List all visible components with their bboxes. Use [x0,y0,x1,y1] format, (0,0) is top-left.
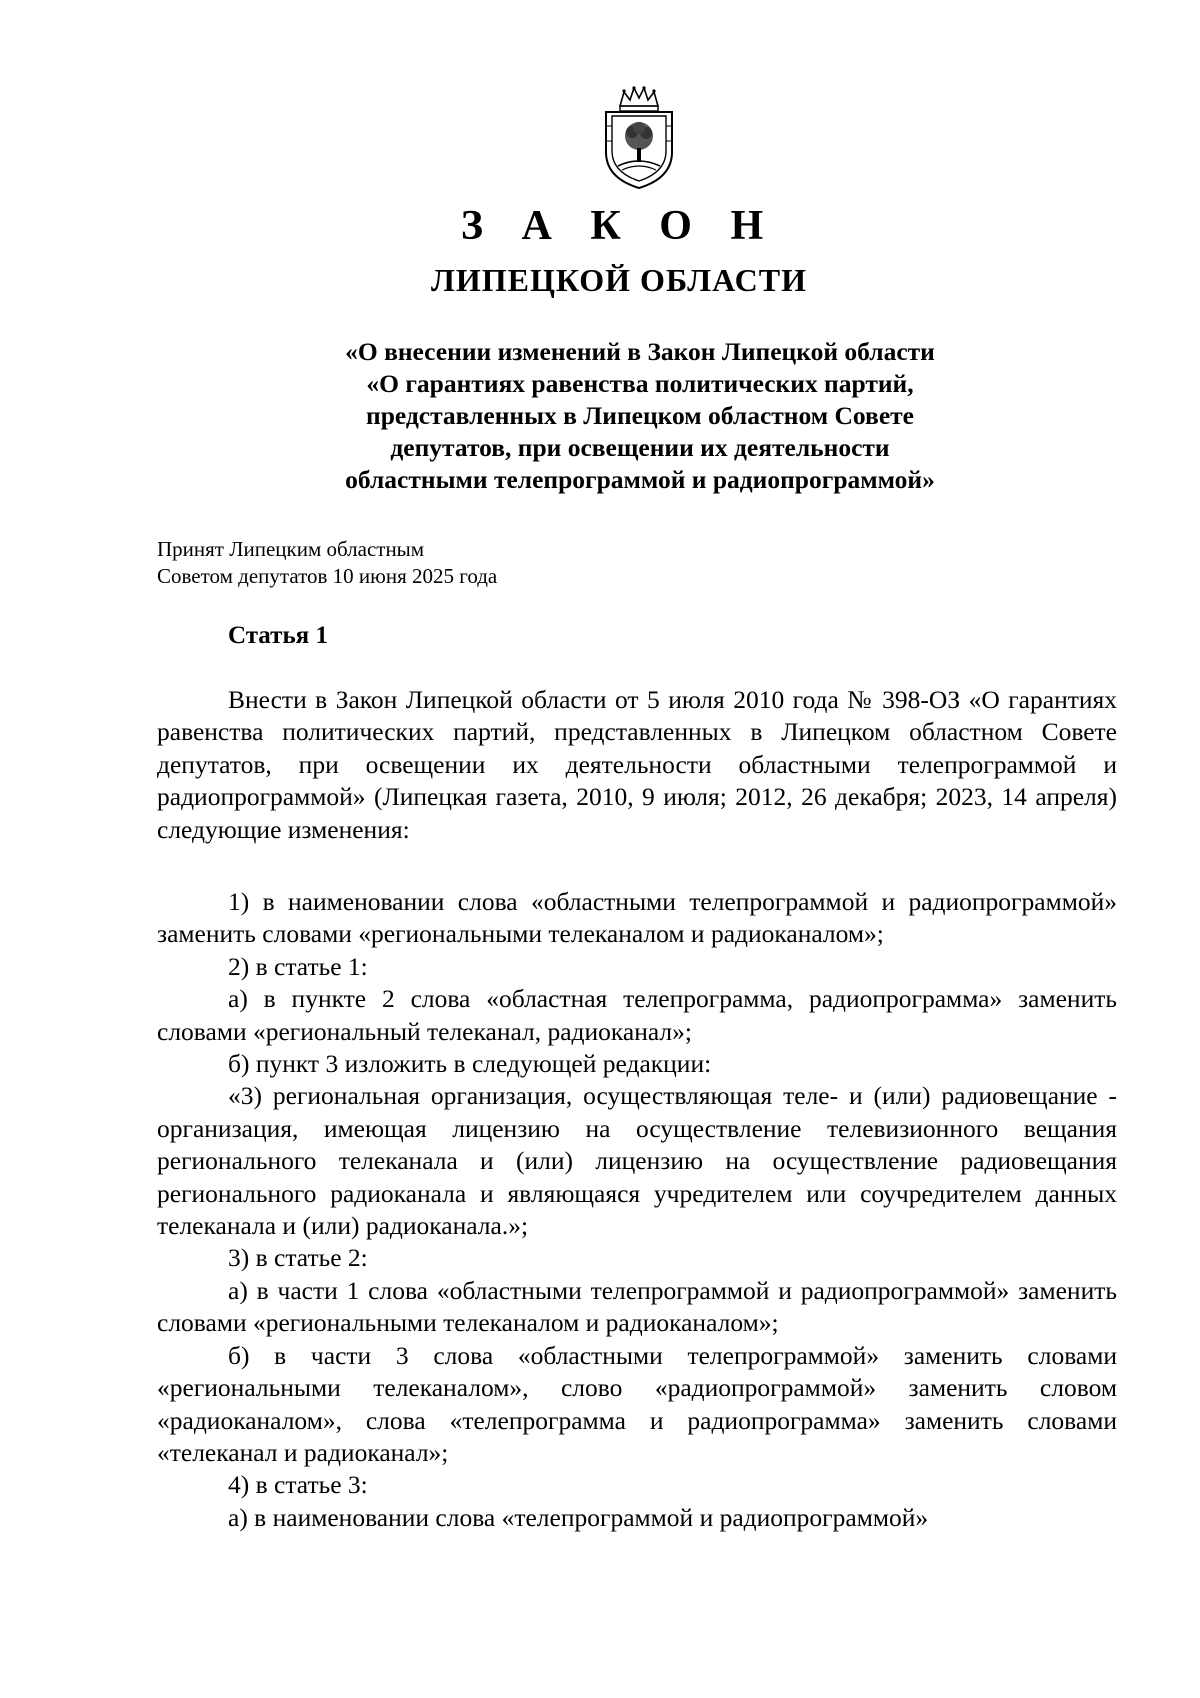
adoption-line: Принят Липецким областным [157,537,425,561]
law-name-line: областными телепрограммой и радиопрограммой» [345,465,935,494]
intro-paragraph: Внести в Закон Липецкой области от 5 июля 2010 года № 398-ОЗ «О гарантиях равенства политических партий, представленных в Липецком областном Совете депутатов, при освещении их деятельности областными телепрограммой и радиопрограммой» (Липецкая газета, 2010, 9 июля; 2012, 26 декабря; 2023, 14 апреля) следующие изменения: [157,685,1117,844]
list-item: а) в части 1 слова «областными телепрограммой и радиопрограммой» заменить словами «региональными телеканалом и радиоканалом»; [157,1275,1117,1338]
article-heading: Статья 1 [228,622,328,649]
list-item: б) в части 3 слова «областными телепрограммой» заменить словами «региональными телеканалом», слово «радиопрограммой» заменить словом «радиоканалом», слова «телепрограмма и радиопрограмма» заменить словами «телеканал и радиоканал»; [157,1340,1117,1467]
law-name [260,336,1020,496]
law-name-line: представленных в Липецком областном Совете [366,401,914,430]
list-item: а) в наименовании слова «телепрограммой и радиопрограммой» [228,1502,929,1532]
law-name-line: депутатов, при освещении их деятельности [390,433,890,462]
law-name-line: «О гарантиях равенства политических партий, [366,369,914,398]
list-item: 1) в наименовании слова «областными телепрограммой и радиопрограммой» заменить словами «региональными телеканалом и радиоканалом»; [157,887,1117,949]
list-item: а) в пункте 2 слова «областная телепрограмма, радиопрограмма» заменить словами «региональный телеканал, радиоканал»; [157,984,1117,1046]
list-item: 2) в статье 1: [228,951,368,981]
amendments-list [157,886,1117,1534]
document-title: З А К О Н [460,203,778,249]
document-subtitle: ЛИПЕЦКОЙ ОБЛАСТИ [431,262,807,298]
article-intro [157,684,1117,846]
coat-of-arms-icon [598,86,680,190]
list-item: б) пункт 3 изложить в следующей редакции: [228,1049,712,1079]
list-item: 3) в статье 2: [228,1243,368,1273]
list-item: «3) региональная организация, осуществляющая теле- и (или) радиовещание - организация, имеющая лицензию на осуществление телевизионного вещания регионального телеканала и (или) лицензию на осуществление радиовещания регионального радиоканала и являющаяся учредителем или соучредителем данных телеканала и (или) радиоканала.»; [157,1081,1117,1241]
list-item: 4) в статье 3: [228,1470,368,1500]
adoption-line: Советом депутатов 10 июня 2025 года [157,564,498,588]
law-name-line: «О внесении изменений в Закон Липецкой области [345,337,935,366]
adoption-note [157,536,497,590]
